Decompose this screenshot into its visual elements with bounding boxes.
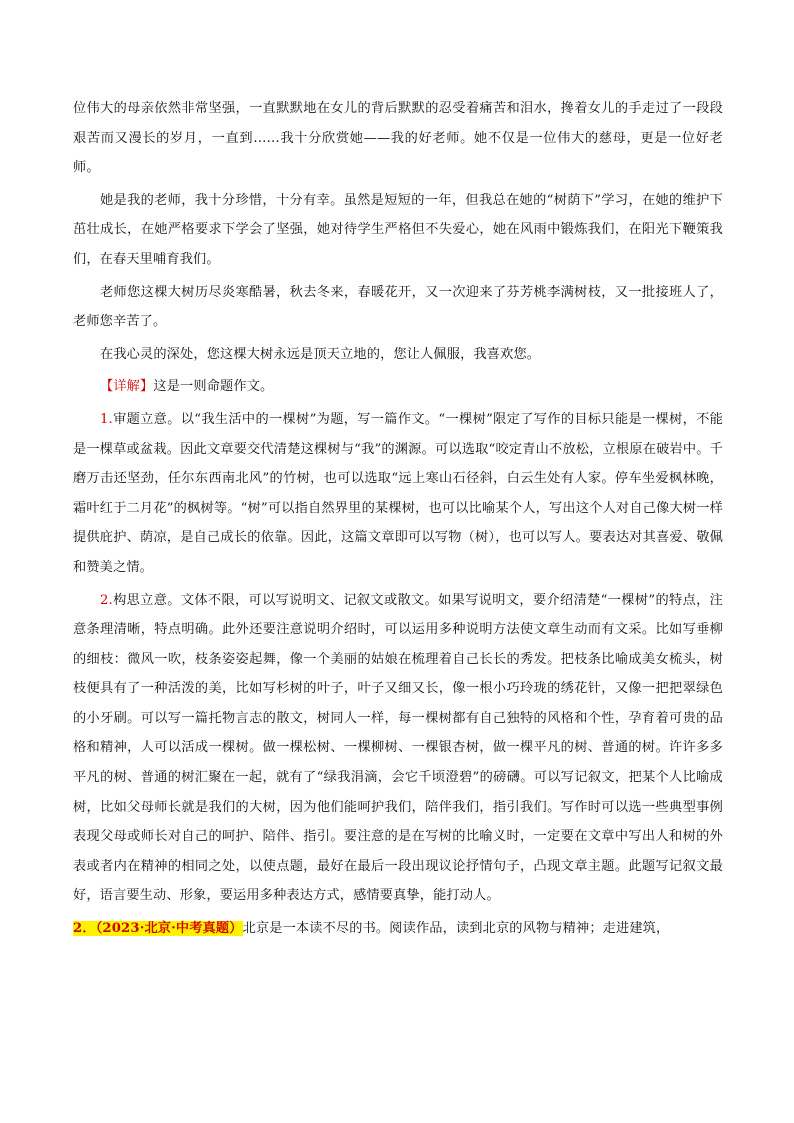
- analysis-point-1: [73, 405, 723, 583]
- analysis-label: 【详解】: [100, 379, 154, 395]
- question-2-text: 北京是一本读不尽的书。阅读作品，读到北京的风物与精神；走进建筑，: [242, 921, 670, 937]
- analysis-intro: 这是一则命题作文。: [153, 379, 274, 395]
- analysis-intro-line: [73, 372, 723, 402]
- document-page: [73, 94, 723, 944]
- question-2-source: （2023·北京·中考真题）: [95, 921, 243, 937]
- question-2: [73, 914, 723, 944]
- question-2-number: 2．: [73, 921, 96, 937]
- point-1-number: 1.: [100, 411, 113, 427]
- point-2-number: 2.: [100, 592, 113, 608]
- essay-paragraph-1: 位伟大的母亲依然非常坚强，一直默默地在女儿的背后默默的忍受着痛苦和泪水，搀着女儿的手走过了一段段艰苦而又漫长的岁月，一直到……我十分欣赏她——我的好老师。她不仅是一位伟大的慈母，更是一位好老师。: [73, 101, 723, 176]
- question-2-highlight: [73, 921, 243, 936]
- analysis-point-2: [73, 586, 723, 912]
- essay-paragraph-4: 在我心灵的深处，您这棵大树永远是顶天立地的，您让人佩服，我喜欢您。: [100, 346, 541, 362]
- essay-paragraph-2: 她是我的老师，我十分珍惜，十分有幸。虽然是短短的一年，但我总在她的“树荫下”学习，在她的维护下茁壮成长，在她严格要求下学会了坚强，她对待学生严格但不失爱心，她在风雨中锻炼我们，在阳光下鞭策我们，在春天里哺育我们。: [73, 192, 723, 267]
- essay-paragraph-3: 老师您这棵大树历尽炎寒酷暑，秋去冬来，春暖花开，又一次迎来了芬芳桃李满树枝，又一批接班人了，老师您辛苦了。: [73, 284, 723, 330]
- point-2-text: 构思立意。文体不限，可以写说明文、记叙文或散文。如果写说明文，要介绍清楚“一棵树”的特点，注意条理清晰，特点明确。此外还要注意说明介绍时，可以运用多种说明方法使文章生动而有文采。比如写垂柳的细枝：微风一吹，枝条姿姿起舞，像一个美丽的姑娘在梳理着自己长长的秀发。把枝条比喻成美女梳头，树枝便具有了一种活泼的美，比如写杉树的叶子，叶子又细又长，像一根小巧玲珑的绣花针，又像一把把翠绿色的小牙刷。可以写一篇托物言志的散文，树同人一样，每一棵树都有自己独特的风格和个性，孕育着可贵的品格和精神，人可以活成一棵树。做一棵松树、一棵柳树、一棵银杏树，做一棵平凡的树、普通的树。许许多多平凡的树、普通的树汇聚在一起，就有了“绿我涓滴，会它千顷澄碧”的磅礴。可以写记叙文，把某个人比喻成树，比如父母师长就是我们的大树，因为他们能呵护我们，陪伴我们，指引我们。写作时可以选一些典型事例表现父母或师长对自己的呵护、陪伴、指引。要注意的是在写树的比喻义时，一定要在文章中写出人和树的外表或者内在精神的相同之处，以使点题，最好在最后一段出现议论抒情句子，凸现文章主题。此题写记叙文最好，语言要生动、形象，要运用多种表达方式，感情要真挚，能打动人。: [73, 592, 723, 904]
- point-1-text: 审题立意。以“我生活中的一棵树”为题，写一篇作文。“一棵树”限定了写作的目标只能是一棵树，不能是一棵草或盆栽。因此文章要交代清楚这棵树与“我”的渊源。可以选取“咬定青山不放松，立根原在破岩中。千磨万击还坚劲，任尔东西南北风”的竹树，也可以选取“远上寒山石径斜，白云生处有人家。停车坐爱枫林晚，霜叶红于二月花”的枫树等。“树”可以指自然界里的某棵树，也可以比喻某个人，写出这个人对自己像大树一样提供庇护、荫凉，是自己成长的依靠。因此，这篇文章即可以写物（树），也可以写人。要表达对其喜爱、敬佩和赞美之情。: [73, 411, 723, 575]
